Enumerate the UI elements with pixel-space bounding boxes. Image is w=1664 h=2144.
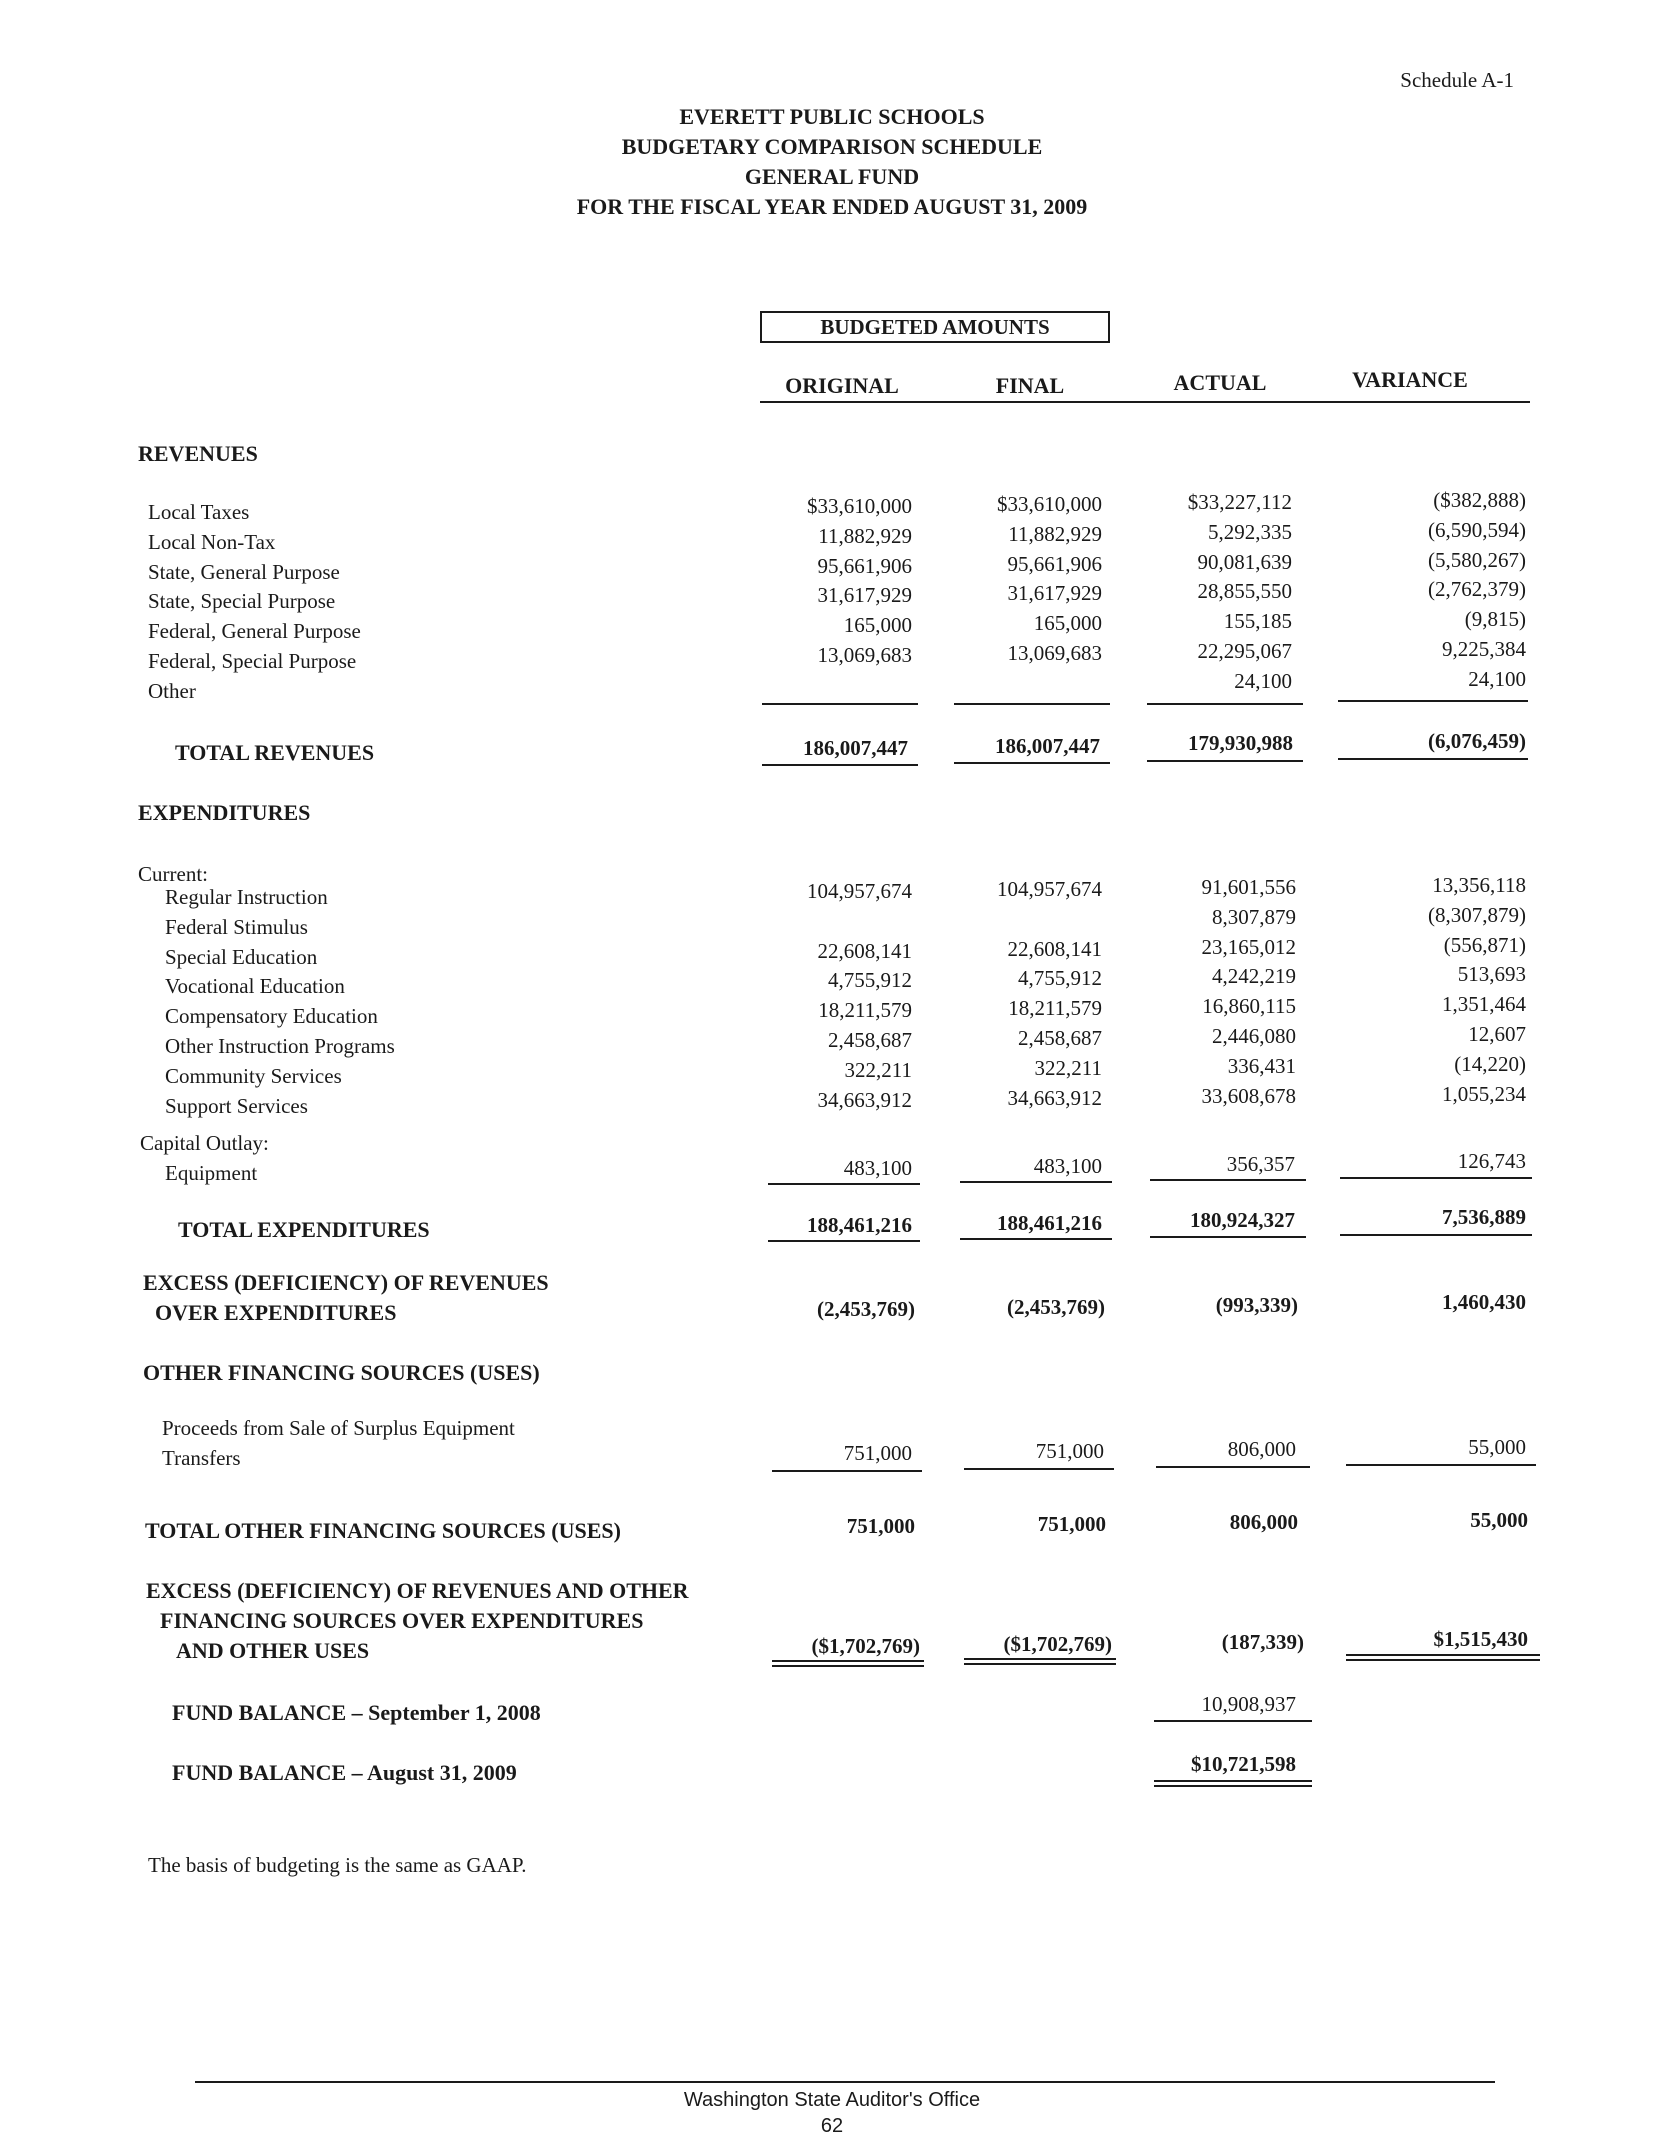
equipment-final: 483,100: [1033, 1154, 1102, 1178]
total-exp-original-underline: [768, 1240, 920, 1242]
revenue-row-actual: 90,081,639: [1197, 549, 1292, 574]
excess-other-original-double-underline: [772, 1660, 924, 1667]
total-revenues-label: TOTAL REVENUES: [175, 740, 375, 765]
excess-other-label-line2: FINANCING SOURCES OVER EXPENDITURES: [160, 1608, 644, 1633]
revenue-row-label: Federal, Special Purpose: [148, 649, 357, 673]
report-title-schedule: BUDGETARY COMPARISON SCHEDULE: [621, 134, 1043, 159]
equipment-label: Equipment: [165, 1161, 258, 1185]
expenditure-row-variance: (8,307,879): [1428, 902, 1526, 927]
expenditure-row-actual: 23,165,012: [1201, 934, 1296, 959]
revenue-row-actual: $33,227,112: [1187, 490, 1292, 514]
excess-label-line2: OVER EXPENDITURES: [155, 1300, 397, 1325]
excess-other-label-line1: EXCESS (DEFICIENCY) OF REVENUES AND OTHER: [146, 1578, 689, 1603]
footer-office: Washington State Auditor's Office: [683, 2089, 981, 2111]
col-actual-header: ACTUAL: [1173, 370, 1267, 395]
fund-balance-start-underline: [1154, 1720, 1312, 1722]
expenditure-row-original: 34,663,912: [817, 1087, 912, 1112]
transfers-actual: 806,000: [1227, 1437, 1296, 1461]
excess-other-variance: $1,515,430: [1433, 1627, 1528, 1651]
total-revenues-final: 186,007,447: [995, 734, 1100, 758]
excess-original: (2,453,769): [817, 1297, 915, 1321]
revenue-row-variance: (5,580,267): [1428, 547, 1526, 572]
revenue-row-final: 165,000: [1033, 611, 1102, 636]
total-expenditures-actual: 180,924,327: [1190, 1208, 1295, 1232]
equipment-actual: 356,357: [1226, 1152, 1295, 1176]
expenditure-row-label: Other Instruction Programs: [165, 1034, 395, 1058]
rev-variance-underline: [1338, 700, 1528, 702]
revenue-row-variance: (9,815): [1464, 607, 1526, 632]
budgeted-amounts-header: BUDGETED AMOUNTS: [760, 311, 1110, 343]
transfers-original: 751,000: [843, 1441, 912, 1465]
proceeds-label: Proceeds from Sale of Surplus Equipment: [162, 1416, 515, 1440]
excess-other-original: ($1,702,769): [811, 1634, 920, 1658]
fund-balance-start-actual: 10,908,937: [1201, 1692, 1296, 1716]
equip-actual-underline: [1150, 1179, 1306, 1181]
excess-other-actual: (187,339): [1221, 1630, 1304, 1654]
total-other-financing-final: 751,000: [1037, 1512, 1106, 1536]
revenue-row-actual: 28,855,550: [1197, 579, 1292, 604]
revenue-row-label: Local Taxes: [148, 500, 250, 524]
revenue-row-actual: 22,295,067: [1197, 639, 1292, 663]
excess-actual: (993,339): [1215, 1293, 1298, 1317]
expenditure-row-original: 322,211: [844, 1057, 912, 1082]
rev-original-underline: [762, 703, 918, 705]
revenue-row-actual: 5,292,335: [1208, 519, 1292, 544]
expenditure-row-actual: 91,601,556: [1201, 875, 1296, 899]
revenue-row-variance: 24,100: [1468, 666, 1526, 691]
expenditure-row-final: 322,211: [1034, 1055, 1102, 1080]
budget-basis-footnote: The basis of budgeting is the same as GAAP.: [148, 1853, 527, 1877]
expenditure-row-final: 2,458,687: [1018, 1026, 1102, 1050]
revenue-row-final: 13,069,683: [1007, 641, 1102, 665]
expenditure-row-final: 4,755,912: [1018, 966, 1102, 991]
equipment-original: 483,100: [843, 1156, 912, 1180]
revenue-row-variance: (2,762,379): [1428, 577, 1526, 602]
report-title-period: FOR THE FISCAL YEAR ENDED AUGUST 31, 2009: [576, 194, 1088, 219]
expenditure-row-variance: 513,693: [1457, 962, 1526, 987]
fund-balance-start-label: FUND BALANCE – September 1, 2008: [172, 1700, 541, 1725]
transfers-original-underline: [772, 1470, 922, 1472]
expenditure-row-variance: 1,055,234: [1442, 1081, 1526, 1106]
excess-variance: 1,460,430: [1442, 1290, 1526, 1314]
total-expenditures-final: 188,461,216: [997, 1211, 1102, 1235]
expenditure-row-original: 104,957,674: [807, 879, 912, 903]
expenditures-heading: EXPENDITURES: [138, 800, 311, 825]
total-exp-final-underline: [960, 1238, 1112, 1240]
page-number: 62: [820, 2115, 844, 2137]
total-revenues-actual: 179,930,988: [1188, 731, 1293, 755]
total-expenditures-variance: 7,536,889: [1442, 1205, 1526, 1229]
transfers-variance-underline: [1346, 1464, 1536, 1466]
schedule-label: Schedule A-1: [1400, 68, 1514, 92]
expenditure-row-final: 34,663,912: [1007, 1085, 1102, 1110]
other-financing-heading: OTHER FINANCING SOURCES (USES): [143, 1360, 540, 1385]
expenditure-row-variance: (556,871): [1443, 932, 1526, 957]
report-title-fund: GENERAL FUND: [744, 164, 920, 189]
revenue-row-original: $33,610,000: [807, 494, 912, 518]
expenditure-row-variance: 13,356,118: [1432, 873, 1526, 897]
revenue-row-variance: 9,225,384: [1442, 637, 1526, 661]
total-revenues-original: 186,007,447: [803, 736, 908, 760]
expenditure-row-label: Compensatory Education: [165, 1004, 378, 1029]
capital-outlay-label: Capital Outlay:: [140, 1131, 269, 1155]
expenditure-row-actual: 336,431: [1227, 1053, 1296, 1078]
fund-balance-end-label: FUND BALANCE – August 31, 2009: [172, 1760, 517, 1785]
col-variance-header: VARIANCE: [1352, 367, 1468, 392]
total-rev-final-underline: [954, 762, 1110, 764]
expenditure-row-actual: 16,860,115: [1202, 994, 1296, 1019]
expenditure-row-final: 22,608,141: [1007, 936, 1102, 961]
equip-final-underline: [960, 1181, 1112, 1183]
total-rev-actual-underline: [1147, 760, 1303, 762]
expenditure-row-original: 4,755,912: [828, 968, 912, 993]
excess-final: (2,453,769): [1007, 1295, 1105, 1319]
revenues-heading: REVENUES: [138, 441, 258, 466]
revenue-row-label: Local Non-Tax: [148, 529, 276, 554]
total-other-financing-original: 751,000: [846, 1514, 915, 1538]
expenditure-row-original: 22,608,141: [817, 938, 912, 963]
expenditure-row-variance: 1,351,464: [1442, 992, 1526, 1017]
footer-rule: [195, 2081, 1495, 2083]
equip-variance-underline: [1340, 1177, 1532, 1179]
expenditure-row-variance: (14,220): [1454, 1051, 1526, 1076]
revenue-row-label: State, Special Purpose: [148, 589, 336, 614]
expenditure-row-label: Community Services: [165, 1063, 342, 1088]
revenue-row-original: 13,069,683: [817, 643, 912, 667]
col-original-header: ORIGINAL: [785, 373, 899, 398]
total-rev-variance-underline: [1338, 758, 1528, 760]
total-expenditures-label: TOTAL EXPENDITURES: [178, 1217, 430, 1242]
excess-other-label-line3: AND OTHER USES: [176, 1638, 370, 1663]
transfers-actual-underline: [1156, 1466, 1310, 1468]
rev-actual-underline: [1147, 703, 1303, 705]
revenue-row-final: $33,610,000: [997, 492, 1102, 516]
transfers-final: 751,000: [1035, 1439, 1104, 1463]
expenditure-row-final: 104,957,674: [997, 877, 1102, 901]
expenditure-row-label: Vocational Education: [165, 974, 345, 999]
revenue-row-label: Other: [148, 678, 196, 703]
transfers-variance: 55,000: [1468, 1435, 1526, 1459]
expenditure-row-actual: 8,307,879: [1212, 904, 1296, 929]
total-other-financing-variance: 55,000: [1470, 1508, 1528, 1532]
fund-balance-end-actual: $10,721,598: [1191, 1752, 1296, 1776]
expenditure-row-label: Support Services: [165, 1093, 308, 1118]
revenue-row-actual: 24,100: [1234, 668, 1292, 693]
expenditure-row-final: 18,211,579: [1008, 996, 1102, 1021]
revenue-row-label: State, General Purpose: [148, 559, 340, 584]
total-expenditures-original: 188,461,216: [807, 1213, 912, 1237]
expenditure-row-variance: 12,607: [1468, 1022, 1526, 1046]
total-rev-original-underline: [762, 764, 918, 766]
rev-final-underline: [954, 703, 1110, 705]
total-exp-actual-underline: [1150, 1236, 1306, 1238]
revenue-row-actual: 155,185: [1223, 609, 1292, 634]
transfers-final-underline: [964, 1468, 1114, 1470]
expenditure-row-label: Federal Stimulus: [165, 914, 308, 939]
col-final-header: FINAL: [995, 373, 1065, 398]
expenditure-row-actual: 4,242,219: [1212, 964, 1296, 989]
report-title-org: EVERETT PUBLIC SCHOOLS: [679, 104, 985, 129]
revenue-row-original: 11,882,929: [818, 523, 912, 548]
header-underline: [760, 401, 1530, 403]
revenue-row-variance: ($382,888): [1433, 488, 1526, 512]
revenue-row-label: Federal, General Purpose: [148, 619, 361, 644]
revenue-row-final: 31,617,929: [1007, 581, 1102, 606]
excess-other-variance-double-underline: [1346, 1654, 1540, 1661]
revenue-row-final: 95,661,906: [1007, 551, 1102, 576]
expenditure-row-original: 18,211,579: [818, 998, 912, 1023]
total-other-financing-actual: 806,000: [1229, 1510, 1298, 1534]
expenditure-row-actual: 33,608,678: [1201, 1083, 1296, 1108]
total-exp-variance-underline: [1340, 1234, 1532, 1236]
current-label: Current:: [138, 862, 208, 886]
total-other-financing-label: TOTAL OTHER FINANCING SOURCES (USES): [145, 1518, 621, 1543]
excess-label-line1: EXCESS (DEFICIENCY) OF REVENUES: [143, 1270, 549, 1295]
excess-other-final-double-underline: [964, 1658, 1116, 1665]
revenue-row-original: 165,000: [843, 613, 912, 638]
equip-original-underline: [768, 1183, 920, 1185]
expenditure-row-actual: 2,446,080: [1212, 1024, 1296, 1048]
fund-balance-end-double-underline: [1154, 1780, 1312, 1787]
revenue-row-variance: (6,590,594): [1428, 517, 1526, 542]
expenditure-row-original: 2,458,687: [828, 1028, 912, 1052]
revenue-row-final: 11,882,929: [1008, 521, 1102, 546]
revenue-row-original: 31,617,929: [817, 583, 912, 608]
excess-other-final: ($1,702,769): [1003, 1632, 1112, 1656]
expenditure-row-label: Special Education: [165, 944, 318, 969]
revenue-row-original: 95,661,906: [817, 553, 912, 578]
transfers-label: Transfers: [162, 1446, 241, 1470]
total-revenues-variance: (6,076,459): [1428, 729, 1526, 753]
equipment-variance: 126,743: [1457, 1149, 1526, 1173]
expenditure-row-label: Regular Instruction: [165, 885, 328, 909]
